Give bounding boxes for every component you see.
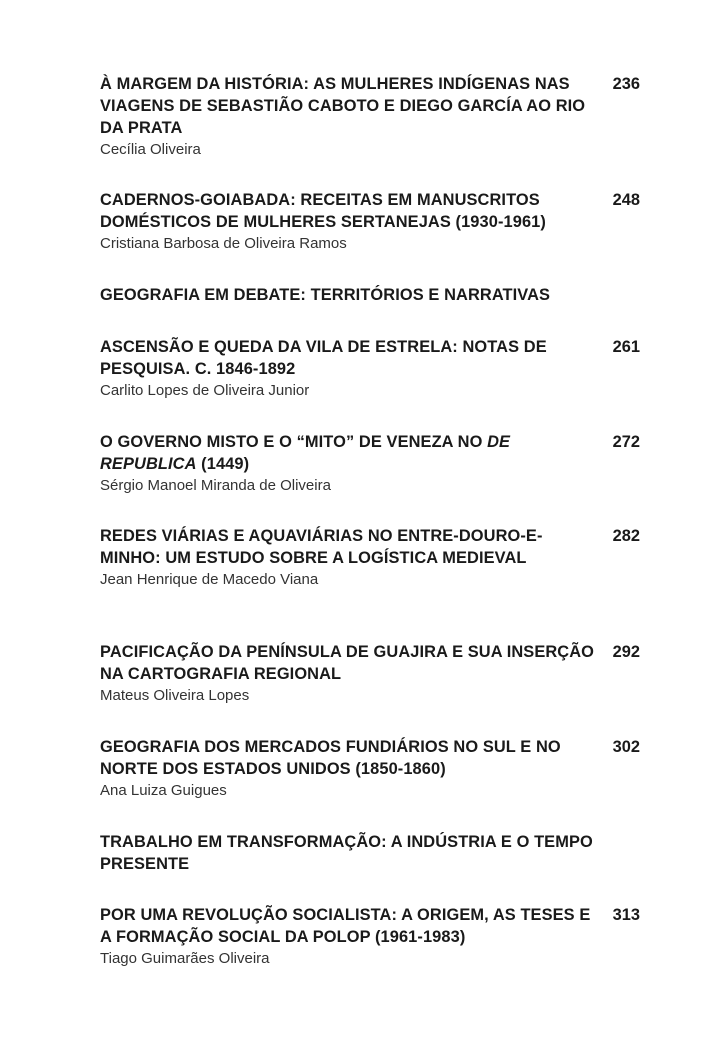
- toc-entry: [100, 904, 640, 969]
- page-number: 282: [612, 527, 640, 545]
- toc-section-heading: [100, 284, 640, 306]
- article-title: CADERNOS-GOIABADA: RECEITAS EM MANUSCRITOS DOMÉSTICOS DE MULHERES SERTANEJAS (1930-1961): [100, 191, 546, 231]
- article-title: [100, 431, 596, 475]
- toc-entry: [100, 736, 640, 801]
- page-number: 261: [612, 338, 640, 356]
- title-part-italic: DE REPUBLICA: [100, 433, 511, 473]
- article-author: Cristiana Barbosa de Oliveira Ramos: [100, 235, 347, 252]
- article-author: Tiago Guimarães Oliveira: [100, 950, 270, 967]
- article-title: GEOGRAFIA DOS MERCADOS FUNDIÁRIOS NO SUL E NO NORTE DOS ESTADOS UNIDOS (1850-1860): [100, 738, 561, 778]
- toc-entry: [100, 525, 640, 590]
- article-title: ASCENSÃO E QUEDA DA VILA DE ESTRELA: NOTAS DE PESQUISA. C. 1846-1892: [100, 338, 547, 378]
- page-number: 292: [612, 643, 640, 661]
- title-part: (1449): [196, 455, 250, 473]
- toc-entry: [100, 641, 640, 706]
- article-title: PACIFICAÇÃO DA PENÍNSULA DE GUAJIRA E SUA INSERÇÃO NA CARTOGRAFIA REGIONAL: [100, 643, 595, 683]
- toc-entry: [100, 336, 640, 401]
- article-title: À MARGEM DA HISTÓRIA: AS MULHERES INDÍGENAS NAS VIAGENS DE SEBASTIÃO CABOTO E DIEGO GARCÍA AO RIO DA PRATA: [100, 75, 586, 137]
- toc-entry: [100, 189, 640, 254]
- section-title: TRABALHO EM TRANSFORMAÇÃO: A INDÚSTRIA E O TEMPO PRESENTE: [100, 833, 593, 873]
- page-number: 236: [612, 75, 640, 93]
- page-number: 313: [612, 906, 640, 924]
- article-author: Carlito Lopes de Oliveira Junior: [100, 382, 310, 399]
- article-author: Mateus Oliveira Lopes: [100, 687, 250, 704]
- toc-entry: [100, 431, 640, 496]
- article-title: REDES VIÁRIAS E AQUAVIÁRIAS NO ENTRE-DOURO-E-MINHO: UM ESTUDO SOBRE A LOGÍSTICA MEDIEVAL: [100, 527, 543, 567]
- toc-entry: [100, 73, 640, 160]
- page-number: 248: [612, 191, 640, 209]
- section-title: GEOGRAFIA EM DEBATE: TERRITÓRIOS E NARRATIVAS: [100, 286, 551, 304]
- article-author: Cecília Oliveira: [100, 141, 201, 158]
- page-number: 272: [612, 433, 640, 451]
- title-part: O GOVERNO MISTO E O “MITO” DE VENEZA NO: [100, 433, 488, 451]
- article-title: POR UMA REVOLUÇÃO SOCIALISTA: A ORIGEM, AS TESES E A FORMAÇÃO SOCIAL DA POLOP (1961-1983): [100, 906, 591, 946]
- toc-section-heading: [100, 831, 640, 875]
- article-author: Ana Luiza Guigues: [100, 782, 227, 799]
- article-author: Jean Henrique de Macedo Viana: [100, 571, 319, 588]
- page-number: 302: [612, 738, 640, 756]
- article-author: Sérgio Manoel Miranda de Oliveira: [100, 477, 331, 494]
